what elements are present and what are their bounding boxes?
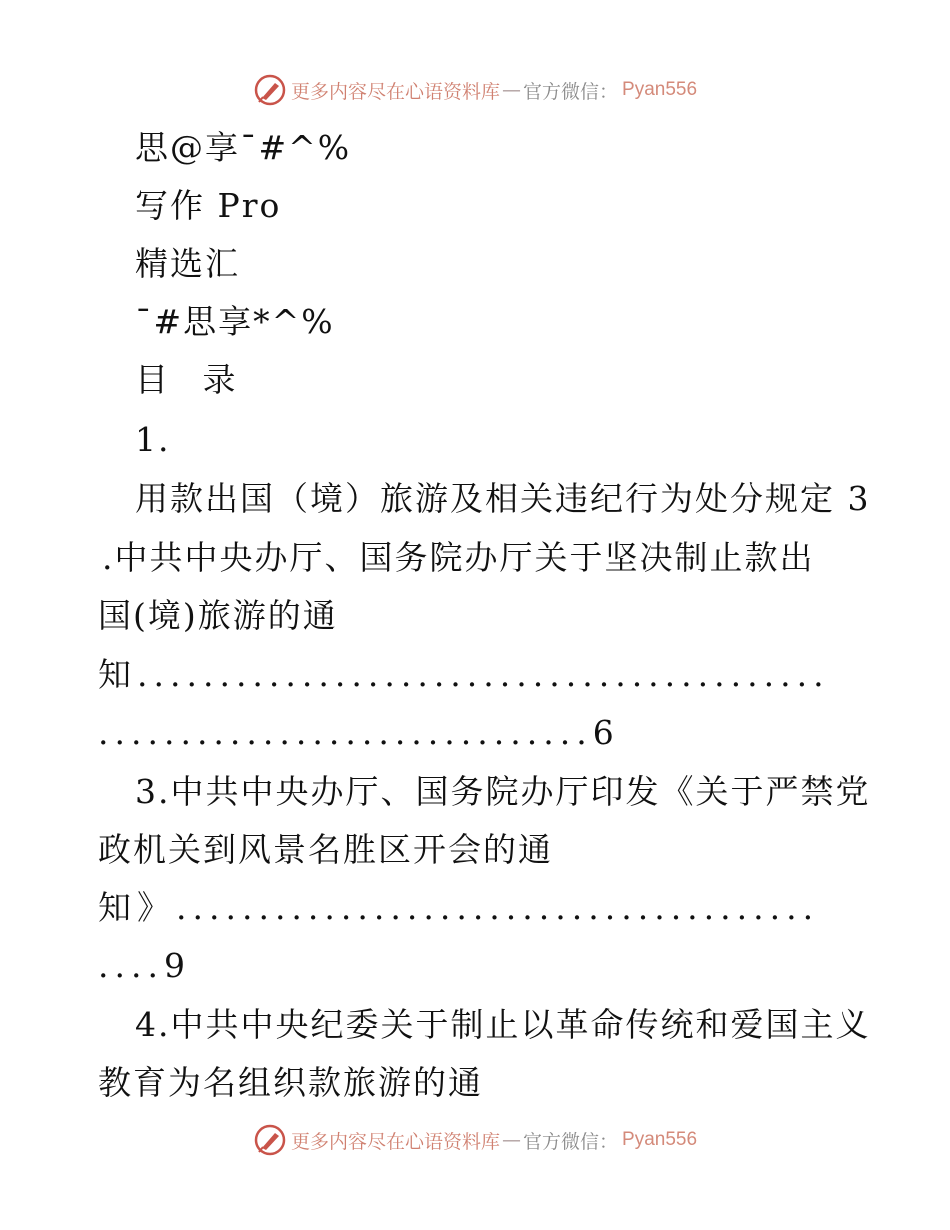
toc-item-3-leader-page: ....9 — [98, 946, 191, 985]
banner-colon: ： — [599, 80, 619, 103]
banner-wechat-id: Pyan556 — [622, 79, 698, 100]
toc-item-3-title-line2: 政机关到风景名胜区开会的通 — [98, 830, 553, 869]
banner-official-wechat-label: 官方微信 — [522, 1130, 599, 1153]
toc-item-4-title-line2: 教育为名组织款旅游的通 — [98, 1063, 483, 1102]
toc-item-2-title-line2: 国(境)旅游的通 — [98, 596, 338, 635]
toc-item-4-title-line1: 4.中共中央纪委关于制止以革命传统和爱国主义 — [135, 1005, 871, 1044]
doc-line-2: 写作 Pro — [135, 186, 282, 225]
footer-watermark-banner — [0, 1120, 950, 1160]
toc-item-2-leader-page: ..............................6 — [98, 713, 620, 752]
banner-official-wechat-label: 官方微信 — [522, 80, 599, 103]
banner-wechat-id: Pyan556 — [622, 1129, 698, 1150]
banner-dash: — — [501, 79, 521, 101]
toc-item-1-title: 用款出国（境）旅游及相关违纪行为处分规定 3 — [135, 479, 871, 518]
banner-brand-text: 更多内容尽在心语资料库 — [290, 1130, 500, 1153]
doc-line-1: 思@享¯#^% — [135, 128, 352, 167]
toc-item-2-leader-line1: 知.......................................... — [98, 655, 830, 694]
banner-brand-text: 更多内容尽在心语资料库 — [290, 80, 500, 103]
toc-item-3-leader-line1: 知》....................................... — [98, 888, 820, 927]
toc-heading: 目 录 — [135, 360, 248, 399]
doc-line-4: ¯#思享*^% — [135, 302, 335, 341]
pen-logo-icon — [253, 1123, 287, 1157]
toc-item-3-title-line1: 3.中共中央办厅、国务院办厅印发《关于严禁党 — [135, 772, 871, 811]
doc-line-3: 精选汇 — [135, 244, 240, 283]
toc-item-2-title-line1: .中共中央办厅、国务院办厅关于坚决制止款出 — [102, 538, 815, 577]
banner-dash: — — [501, 1129, 521, 1151]
banner-colon: ： — [599, 1130, 619, 1153]
toc-item-1-number: 1. — [135, 420, 171, 459]
